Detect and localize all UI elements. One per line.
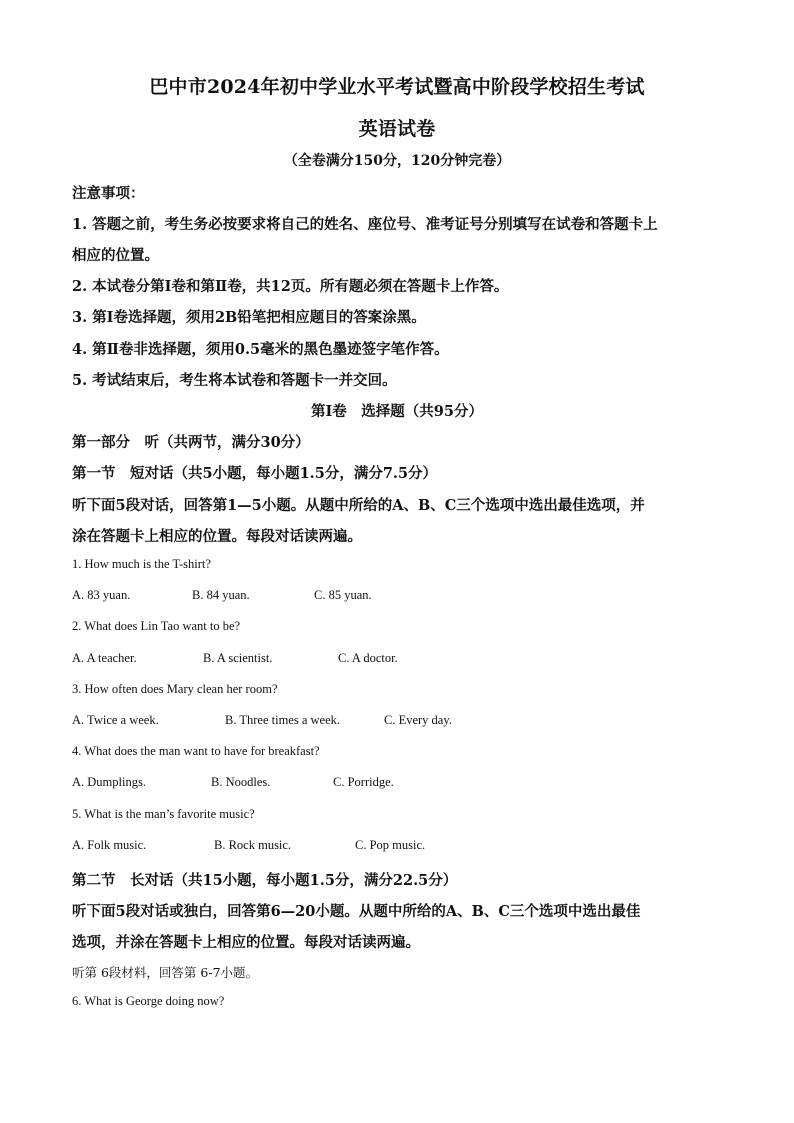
subsection-2-instruction-cont: 选项，并涂在答题卡上相应的位置。每段对话读两遍。 bbox=[72, 934, 420, 951]
score-note: （全卷满分150分，120分钟完卷） bbox=[283, 153, 511, 169]
question-4: 4. What does the man want to have for breakfast? bbox=[72, 744, 320, 758]
volume-heading: 第Ⅰ卷 选择题（共95分） bbox=[311, 403, 483, 420]
question-3-option-b: B. Three times a week. bbox=[225, 713, 341, 727]
notice-item-1: 1. 答题之前，考生务必按要求将自己的姓名、座位号、准考证号分别填写在试卷和答题卡上 bbox=[72, 216, 658, 233]
notice-item-4: 4. 第Ⅱ卷非选择题，须用0.5毫米的黑色墨迹签字笔作答。 bbox=[72, 341, 449, 358]
section-heading: 第一部分 听（共两节，满分30分） bbox=[72, 434, 310, 451]
subsection-1-instruction: 听下面5段对话，回答第1—5小题。从题中所给的A、B、C三个选项中选出最佳选项，并 bbox=[72, 497, 645, 514]
question-1: 1. How much is the T-shirt? bbox=[72, 557, 211, 571]
question-5: 5. What is the man’s favorite music? bbox=[72, 807, 255, 821]
notice-item-3: 3. 第Ⅰ卷选择题，须用2B铅笔把相应题目的答案涂黑。 bbox=[72, 309, 426, 326]
question-5-option-c: C. Pop music. bbox=[355, 838, 426, 852]
question-3-option-a: A. Twice a week. bbox=[72, 713, 159, 727]
question-3-option-c: C. Every day. bbox=[384, 713, 452, 727]
question-6: 6. What is George doing now? bbox=[72, 994, 225, 1008]
notice-heading: 注意事项： bbox=[72, 185, 145, 202]
exam-title: 巴中市2024年初中学业水平考试暨高中阶段学校招生考试 bbox=[149, 76, 645, 98]
subsection-2-heading: 第二节 长对话（共15小题，每小题1.5分，满分22.5分） bbox=[72, 872, 458, 889]
subsection-2-instruction: 听下面5段对话或独白，回答第6—20小题。从题中所给的A、B、C三个选项中选出最佳 bbox=[72, 903, 641, 920]
question-5-option-a: A. Folk music. bbox=[72, 838, 147, 852]
subsection-1-instruction-cont: 涂在答题卡上相应的位置。每段对话读两遍。 bbox=[72, 528, 362, 545]
question-4-option-a: A. Dumplings. bbox=[72, 775, 146, 789]
question-2-option-c: C. A doctor. bbox=[338, 651, 398, 665]
notice-item-2: 2. 本试卷分第Ⅰ卷和第Ⅱ卷，共12页。所有题必须在答题卡上作答。 bbox=[72, 278, 509, 295]
question-1-option-b: B. 84 yuan. bbox=[192, 588, 250, 602]
question-1-option-c: C. 85 yuan. bbox=[314, 588, 372, 602]
question-1-option-a: A. 83 yuan. bbox=[72, 588, 131, 602]
subsection-1-heading: 第一节 短对话（共5小题，每小题1.5分，满分7.5分） bbox=[72, 465, 438, 482]
exam-subject: 英语试卷 bbox=[358, 118, 436, 140]
question-4-option-c: C. Porridge. bbox=[333, 775, 394, 789]
question-2-option-a: A. A teacher. bbox=[72, 651, 137, 665]
question-5-option-b: B. Rock music. bbox=[214, 838, 292, 852]
notice-item-1-cont: 相应的位置。 bbox=[72, 247, 159, 264]
question-2: 2. What does Lin Tao want to be? bbox=[72, 619, 241, 633]
question-3: 3. How often does Mary clean her room? bbox=[72, 682, 278, 696]
notice-item-5: 5. 考试结束后，考生将本试卷和答题卡一并交回。 bbox=[72, 372, 397, 389]
question-4-option-b: B. Noodles. bbox=[211, 775, 271, 789]
material-note: 听第 6段材料，回答第 6-7小题。 bbox=[72, 965, 259, 980]
question-2-option-b: B. A scientist. bbox=[203, 651, 273, 665]
